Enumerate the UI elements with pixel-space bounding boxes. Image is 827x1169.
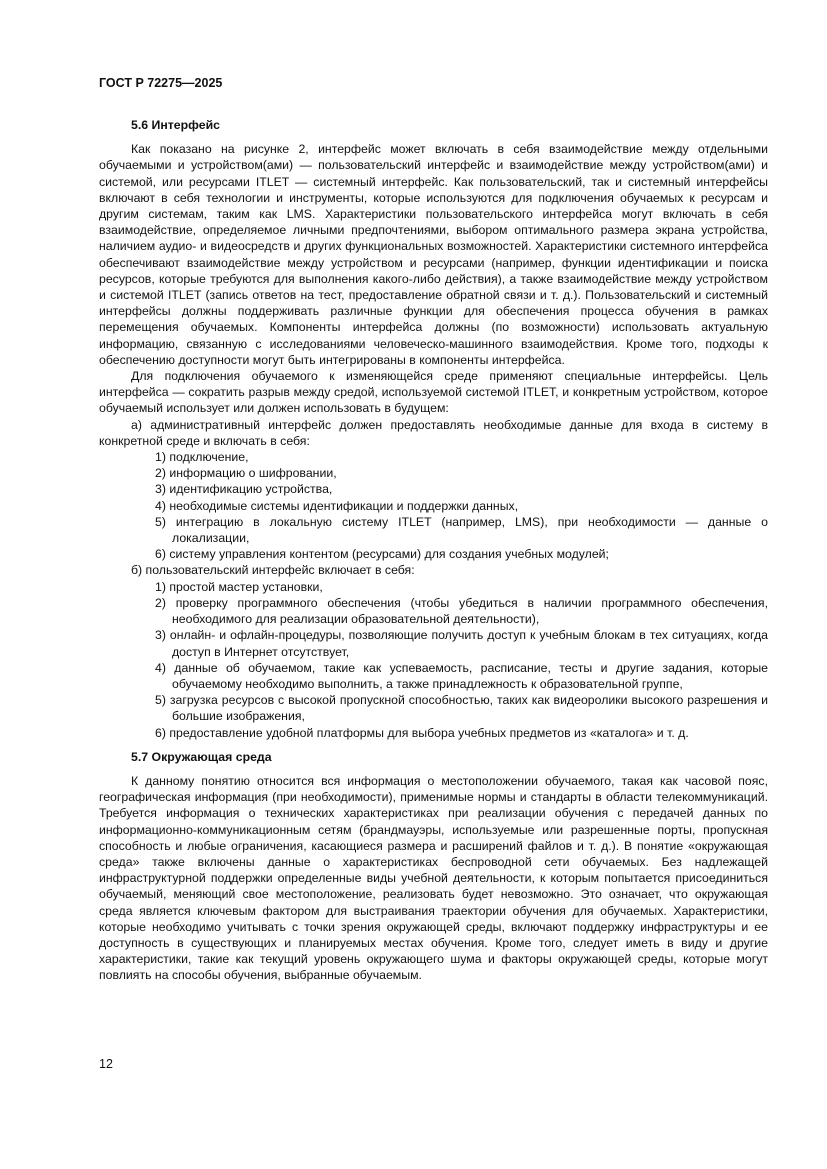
list-item: 1) подключение, <box>155 450 249 465</box>
list-item: 3) онлайн- и офлайн-процедуры, позволяющие получить доступ к учебным блокам в тех ситуациях, когда доступ в Интернет отсутствует, <box>155 628 768 659</box>
list-item: 4) данные об обучаемом, такие как успеваемость, расписание, тесты и другие задания, которые обучаемому необходимо выполнить, а также принадлежность к образовательной группе, <box>155 660 768 691</box>
paragraph: Для подключения обучаемого к изменяющейся среде применяют специальные интерфейсы. Цель интерфейса — сократить разрыв между средой, используемой системой ITLET, и конкретным устройством, которое обучаемый использует или должен использовать в будущем: <box>99 369 768 416</box>
list-item: 5) загрузка ресурсов с высокой пропускной способностью, таких как видеоролики высокого разрешения и большие изображения, <box>155 693 768 724</box>
paragraph: Как показано на рисунке 2, интерфейс может включать в себя взаимодействие между отдельными обучаемыми и устройством(ами) — пользовательский интерфейс и взаимодействие между устройством(ами) и системой, или ресурсами ITLET — системный интерфейс. Как пользовательский, так и системный интерфейсы включают в себя технологии и инструменты, которые используются для подключения обучаемых к ресурсам и другим системам, таким как LMS. Характеристики пользовательского интерфейса могут включать в себя взаимодействие, определяемое личными предпочтениями, выбором оптимального размера экрана устройства, наличием аудио- и видеосредств и других функциональных возможностей. Характеристики системного интерфейса обеспечивают взаимодействие между устройством и ресурсами (например, функции идентификации и поиска ресурсов, которые требуются для выполнения какого-либо действия), а также взаимодействие между устройством и системой ITLET (запись ответов на тест, предоставление обратной связи и т. д.). Пользовательский и системный интерфейсы должны поддерживать различные функции для обеспечения процесса обучения в рамках перемещения обучаемых. Компоненты интерфейса должны (по возможности) использовать актуальную информацию, связанную с исследованиями человеческо-машинного взаимодействия. Кроме того, подходы к обеспечению доступности могут быть интегрированы в компоненты интерфейса. <box>99 142 768 367</box>
section-heading-5-6: 5.6 Интерфейс <box>131 118 220 132</box>
list-item: 1) простой мастер установки, <box>155 579 323 594</box>
list-intro-b: б) пользовательский интерфейс включает в себя: <box>131 563 415 578</box>
document-header: ГОСТ Р 72275—2025 <box>99 76 223 90</box>
list-item: 6) предоставление удобной платформы для выбора учебных предметов из «каталога» и т. д. <box>155 725 689 740</box>
list-item: 6) систему управления контентом (ресурсами) для создания учебных модулей; <box>155 547 609 562</box>
list-item: 4) необходимые системы идентификации и поддержки данных, <box>155 498 519 513</box>
list-item: 5) интеграцию в локальную систему ITLET (например, LMS), при необходимости — данные о локализации, <box>155 514 768 546</box>
page-number: 12 <box>99 1057 113 1071</box>
section-heading-5-7: 5.7 Окружающая среда <box>131 749 272 764</box>
list-intro-a: а) административный интерфейс должен предоставлять необходимые данные для входа в систему в конкретной среде и включать в себя: <box>99 417 768 448</box>
list-item: 3) идентификацию устройства, <box>155 482 333 497</box>
document-body <box>99 117 768 984</box>
list-item: 2) проверку программного обеспечения (чтобы убедиться в наличии программного обеспечения, необходимого для реализации образовательной деятельности), <box>155 595 768 627</box>
paragraph: К данному понятию относится вся информация о местоположении обучаемого, такая как часовой пояс, географическая информация (при необходимости), применимые нормы и стандарты в области телекоммуникаций. Требуется информация о технических характеристиках при реализации обучения с передачей данных по информационно-коммуникационным сетям (брандмауэры, используемые или разрешенные порты, пропускная способность и любые ограничения, касающиеся размера и расширений файлов и т. д.). В понятие «окружающая среда» также включены данные о характеристиках беспроводной сети обучаемых. Без надлежащей инфраструктурной поддержки определенные виды учебной деятельности, к которым попытается присоединиться обучаемый, меняющий свое местоположение, реализовать будет невозможно. Это означает, что окружающая среда является ключевым фактором для выстраивания траектории обучения для обучаемых. Характеристики, которые необходимо учитывать с точки зрения окружающей среды, включают поддержку инфраструктуры и ее доступность в существующих и планируемых местах обучения. Кроме того, следует иметь в виду и другие характеристики, такие как текущий уровень окружающего шума и факторы окружающей среды, которые могут повлиять на способы обучения, выбранные обучаемым. <box>99 773 768 983</box>
list-item: 2) информацию о шифровании, <box>155 466 337 481</box>
